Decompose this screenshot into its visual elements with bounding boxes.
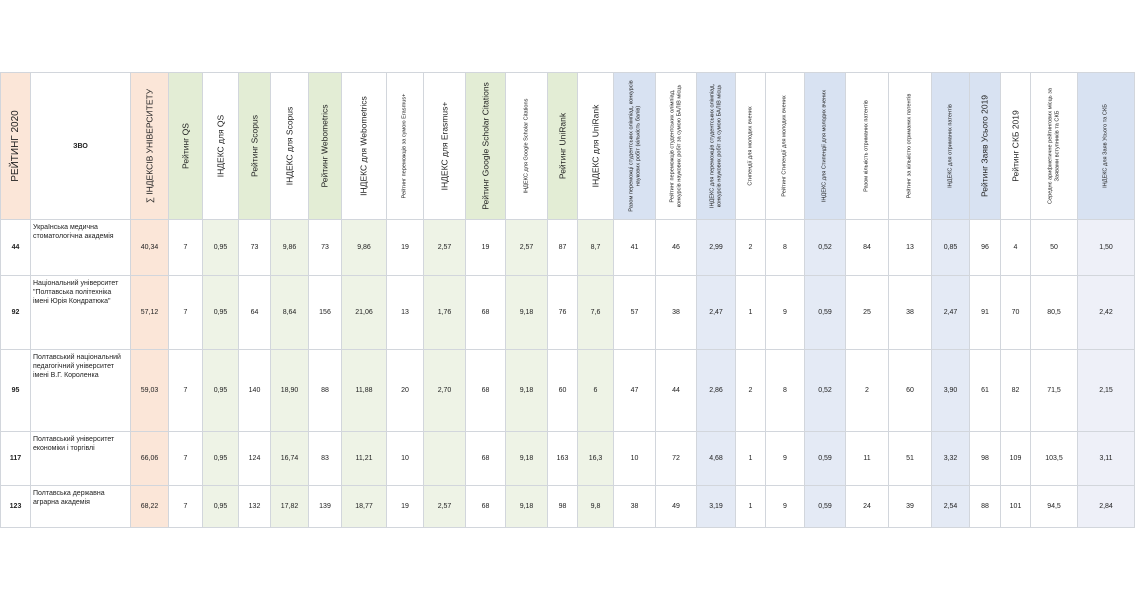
value-cell: 68 (466, 432, 506, 486)
value-cell: 47 (614, 350, 656, 432)
value-cell: 103,5 (1031, 432, 1078, 486)
university-name-cell: Полтавський університет економіки і торгівлі (31, 432, 131, 486)
value-cell: 9,18 (506, 350, 548, 432)
university-name-cell: Полтавська державна аграрна академія (31, 486, 131, 528)
value-cell: 66,06 (131, 432, 169, 486)
value-cell: 9,18 (506, 486, 548, 528)
value-cell: 9,86 (271, 220, 309, 276)
value-cell: 1,50 (1078, 220, 1135, 276)
header-scholarships-rank: Рейтинг Стипендії для молодих вчених (766, 73, 805, 220)
header-average-rank: Середнє арифметичне рейтингових місць за Заявами вступників та СКБ (1031, 73, 1078, 220)
value-cell: 38 (656, 276, 697, 350)
value-cell: 7 (169, 276, 203, 350)
university-name-cell: Полтавський національний педагогічний університет імені В.Г. Короленка (31, 350, 131, 432)
value-cell: 140 (239, 350, 271, 432)
value-cell: 9,8 (578, 486, 614, 528)
value-cell: 38 (614, 486, 656, 528)
rank-cell: 95 (1, 350, 31, 432)
value-cell: 7 (169, 350, 203, 432)
value-cell: 2 (736, 350, 766, 432)
value-cell: 98 (548, 486, 578, 528)
value-cell: 18,90 (271, 350, 309, 432)
value-cell: 0,59 (805, 276, 846, 350)
value-cell: 68 (466, 350, 506, 432)
value-cell: 68 (466, 486, 506, 528)
value-cell: 2,57 (424, 220, 466, 276)
value-cell: 96 (970, 220, 1001, 276)
value-cell: 2 (736, 220, 766, 276)
value-cell: 13 (889, 220, 932, 276)
value-cell: 44 (656, 350, 697, 432)
value-cell: 82 (1001, 350, 1031, 432)
value-cell: 80,5 (1031, 276, 1078, 350)
value-cell: 2,70 (424, 350, 466, 432)
value-cell: 60 (548, 350, 578, 432)
value-cell: 3,11 (1078, 432, 1135, 486)
header-applications-rank: Рейтинг Заяв Усього 2019 (970, 73, 1001, 220)
value-cell: 51 (889, 432, 932, 486)
value-cell: 83 (309, 432, 342, 486)
value-cell: 1,76 (424, 276, 466, 350)
value-cell: 61 (970, 350, 1001, 432)
header-unirank-rank: Рейтинг UniRank (548, 73, 578, 220)
table-row (1, 276, 1135, 350)
value-cell: 18,77 (342, 486, 387, 528)
value-cell: 0,85 (932, 220, 970, 276)
value-cell: 24 (846, 486, 889, 528)
value-cell: 21,06 (342, 276, 387, 350)
value-cell: 70 (1001, 276, 1031, 350)
value-cell: 60 (889, 350, 932, 432)
header-patents-index: ІНДЕКС для отриманих патентів (932, 73, 970, 220)
header-erasmus-index: ІНДЕКС для Erasmus+ (424, 73, 466, 220)
value-cell: 88 (970, 486, 1001, 528)
table-body (1, 220, 1135, 528)
value-cell: 11,88 (342, 350, 387, 432)
value-cell: 101 (1001, 486, 1031, 528)
value-cell: 94,5 (1031, 486, 1078, 528)
value-cell: 11,21 (342, 432, 387, 486)
header-qs-index: ІНДЕКС для QS (203, 73, 239, 220)
value-cell: 41 (614, 220, 656, 276)
value-cell: 0,95 (203, 220, 239, 276)
value-cell: 7 (169, 220, 203, 276)
value-cell: 0,95 (203, 350, 239, 432)
value-cell: 25 (846, 276, 889, 350)
value-cell: 19 (387, 486, 424, 528)
header-olympiad-rank: Рейтинг переможців студентських олімпіад, конкурсів наукових робіт за сумою БАЛІВ місць (656, 73, 697, 220)
value-cell: 0,52 (805, 220, 846, 276)
value-cell: 68,22 (131, 486, 169, 528)
value-cell: 2,54 (932, 486, 970, 528)
value-cell: 9 (766, 276, 805, 350)
value-cell: 0,59 (805, 432, 846, 486)
header-olympiad-points: Разом переможці студентських олімпіад, конкурсів наукових робіт (кількість балів) (614, 73, 656, 220)
table-row (1, 486, 1135, 528)
value-cell: 2,15 (1078, 350, 1135, 432)
rank-cell: 44 (1, 220, 31, 276)
value-cell: 8,64 (271, 276, 309, 350)
header-scholarships: Стипендії для молодих вчених (736, 73, 766, 220)
header-webometrics-index: ІНДЕКС для Webometrics (342, 73, 387, 220)
value-cell: 8,7 (578, 220, 614, 276)
value-cell: 88 (309, 350, 342, 432)
value-cell: 0,52 (805, 350, 846, 432)
university-name-cell: Українська медична стоматологічна академія (31, 220, 131, 276)
value-cell: 9,18 (506, 432, 548, 486)
header-patents-total: Разом кількість отриманих патентів (846, 73, 889, 220)
rank-cell: 123 (1, 486, 31, 528)
header-zvo: ЗВО (31, 73, 131, 220)
value-cell: 0,95 (203, 276, 239, 350)
value-cell: 4 (1001, 220, 1031, 276)
value-cell: 9 (766, 432, 805, 486)
value-cell: 139 (309, 486, 342, 528)
value-cell: 10 (387, 432, 424, 486)
header-gsc-index: ІНДЕКС для Google Scholar Citations (506, 73, 548, 220)
header-sum-indices: ∑ ІНДЕКСІВ УНІВЕРСИТЕТУ (131, 73, 169, 220)
value-cell (424, 432, 466, 486)
value-cell: 57 (614, 276, 656, 350)
value-cell: 16,74 (271, 432, 309, 486)
header-applications-index: ІНДЕКС для Заяв Усього та СКБ (1078, 73, 1135, 220)
value-cell: 64 (239, 276, 271, 350)
value-cell: 124 (239, 432, 271, 486)
value-cell: 46 (656, 220, 697, 276)
value-cell: 19 (387, 220, 424, 276)
value-cell: 6 (578, 350, 614, 432)
value-cell: 0,95 (203, 432, 239, 486)
value-cell: 68 (466, 276, 506, 350)
value-cell: 0,59 (805, 486, 846, 528)
value-cell: 73 (309, 220, 342, 276)
value-cell: 71,5 (1031, 350, 1078, 432)
header-rank-2020: РЕЙТИНГ 2020 (1, 73, 31, 220)
value-cell: 76 (548, 276, 578, 350)
value-cell: 2,57 (506, 220, 548, 276)
value-cell: 38 (889, 276, 932, 350)
value-cell: 7 (169, 486, 203, 528)
rank-cell: 117 (1, 432, 31, 486)
value-cell: 1 (736, 432, 766, 486)
table-row (1, 432, 1135, 486)
header-scopus-index: ІНДЕКС для Scopus (271, 73, 309, 220)
value-cell: 132 (239, 486, 271, 528)
header-patents-rank: Рейтинг за кількістю отриманих патентів (889, 73, 932, 220)
value-cell: 57,12 (131, 276, 169, 350)
value-cell: 16,3 (578, 432, 614, 486)
value-cell: 13 (387, 276, 424, 350)
table-row (1, 350, 1135, 432)
value-cell: 2,47 (697, 276, 736, 350)
value-cell: 4,68 (697, 432, 736, 486)
value-cell: 2,84 (1078, 486, 1135, 528)
value-cell: 9 (766, 486, 805, 528)
value-cell: 3,90 (932, 350, 970, 432)
value-cell: 1 (736, 486, 766, 528)
value-cell: 50 (1031, 220, 1078, 276)
value-cell: 91 (970, 276, 1001, 350)
value-cell: 2,42 (1078, 276, 1135, 350)
value-cell: 11 (846, 432, 889, 486)
university-name-cell: Національний університет "Полтавська політехніка імені Юрія Кондратюка" (31, 276, 131, 350)
value-cell: 72 (656, 432, 697, 486)
value-cell: 87 (548, 220, 578, 276)
header-qs-rank: Рейтинг QS (169, 73, 203, 220)
value-cell: 10 (614, 432, 656, 486)
value-cell: 40,34 (131, 220, 169, 276)
header-skb-rank: Рейтинг СКБ 2019 (1001, 73, 1031, 220)
value-cell: 2,86 (697, 350, 736, 432)
header-scopus-rank: Рейтинг Scopus (239, 73, 271, 220)
table-row (1, 220, 1135, 276)
value-cell: 39 (889, 486, 932, 528)
value-cell: 3,19 (697, 486, 736, 528)
value-cell: 2,47 (932, 276, 970, 350)
header-olympiad-index: ІНДЕКС для переможців студентських олімпіад, конкурсів наукових робіт за сумою БАЛІВ місць (697, 73, 736, 220)
header-unirank-index: ІНДЕКС для UniRank (578, 73, 614, 220)
value-cell: 9,18 (506, 276, 548, 350)
value-cell: 163 (548, 432, 578, 486)
header-row (1, 73, 1135, 220)
header-scholarships-index: ІНДЕКС для Стипендії для молодих вчених (805, 73, 846, 220)
rank-cell: 92 (1, 276, 31, 350)
value-cell: 2 (846, 350, 889, 432)
value-cell: 156 (309, 276, 342, 350)
value-cell: 17,82 (271, 486, 309, 528)
ranking-table (0, 72, 1135, 528)
value-cell: 20 (387, 350, 424, 432)
header-webometrics-rank: Рейтинг Webometrics (309, 73, 342, 220)
value-cell: 3,32 (932, 432, 970, 486)
value-cell: 7,6 (578, 276, 614, 350)
value-cell: 73 (239, 220, 271, 276)
value-cell: 2,57 (424, 486, 466, 528)
value-cell: 1 (736, 276, 766, 350)
value-cell: 49 (656, 486, 697, 528)
value-cell: 84 (846, 220, 889, 276)
value-cell: 109 (1001, 432, 1031, 486)
value-cell: 7 (169, 432, 203, 486)
value-cell: 98 (970, 432, 1001, 486)
header-gsc-rank: Рейтинг Google Scholar Citations (466, 73, 506, 220)
value-cell: 0,95 (203, 486, 239, 528)
value-cell: 8 (766, 350, 805, 432)
value-cell: 2,99 (697, 220, 736, 276)
value-cell: 59,03 (131, 350, 169, 432)
value-cell: 19 (466, 220, 506, 276)
value-cell: 8 (766, 220, 805, 276)
header-erasmus-rank: Рейтинг переможців за сумою Erasmus+ (387, 73, 424, 220)
value-cell: 9,86 (342, 220, 387, 276)
